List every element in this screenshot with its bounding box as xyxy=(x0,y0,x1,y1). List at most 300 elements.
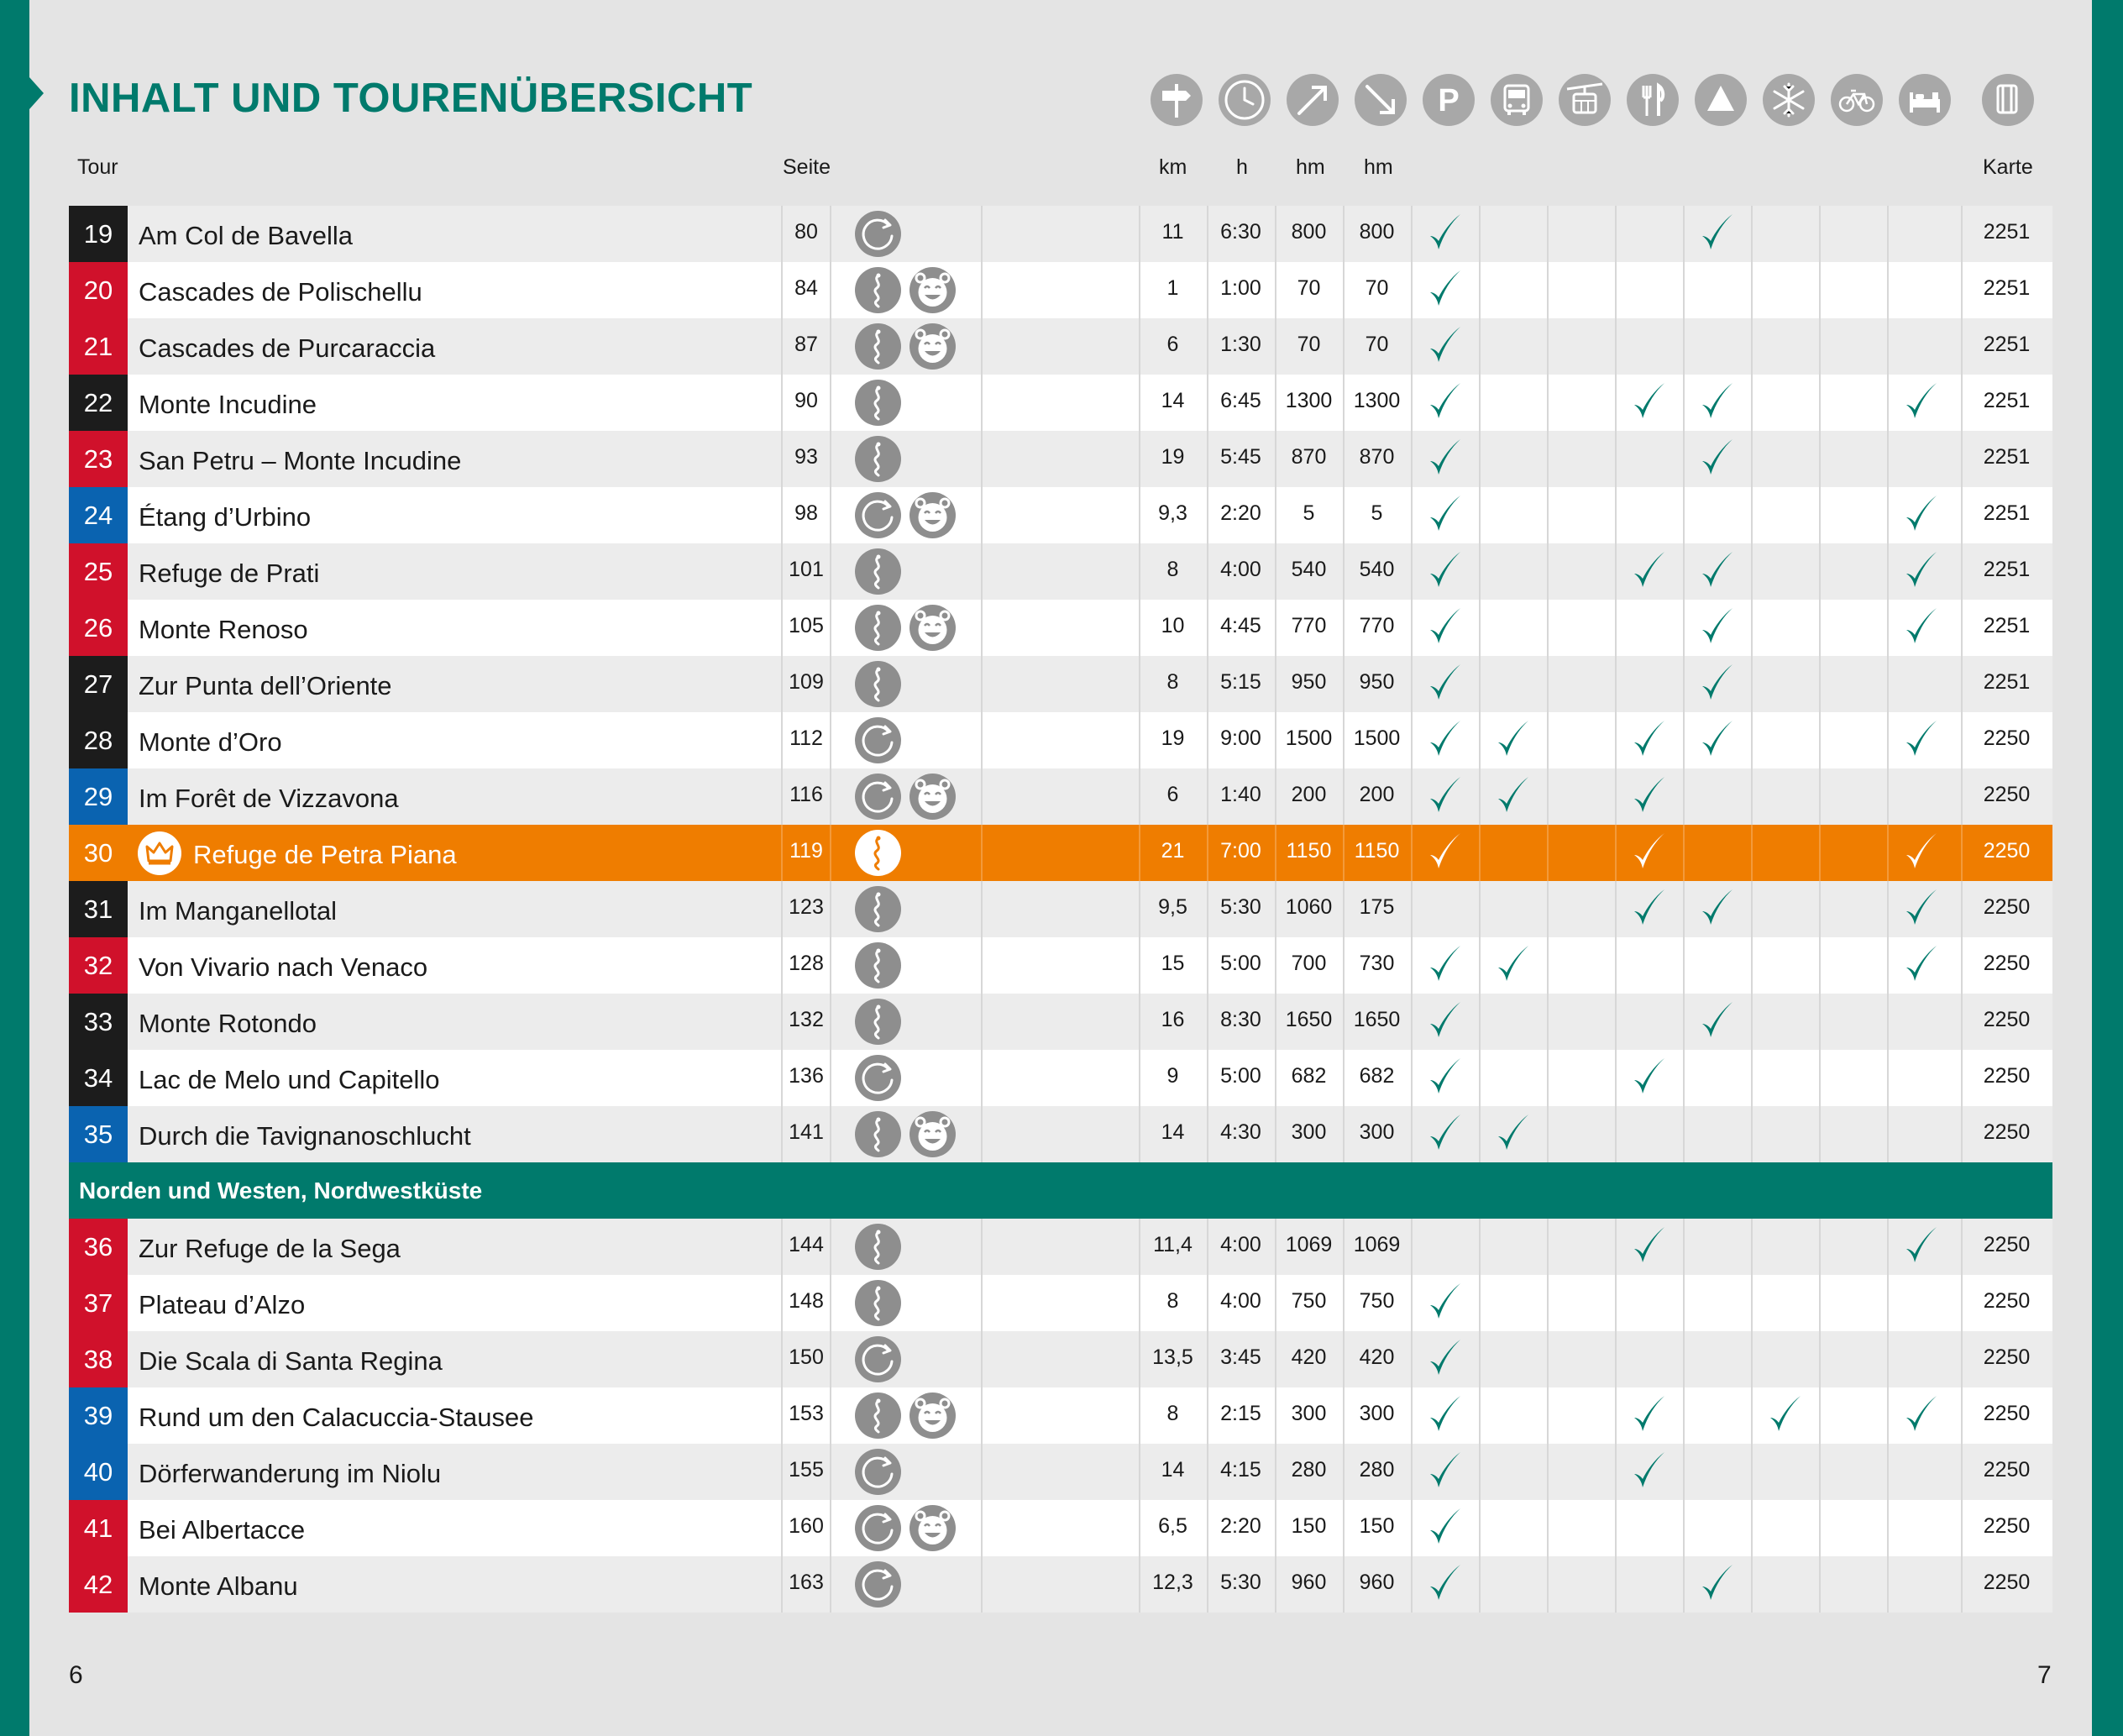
header-icon-bar xyxy=(0,74,2123,133)
ascent-cell: 1060 xyxy=(1285,895,1333,919)
column-divider xyxy=(1887,768,1889,825)
ascent-cell: 950 xyxy=(1291,670,1327,694)
map-cell: 2250 xyxy=(1983,783,2031,806)
linear-route-icon xyxy=(855,548,901,595)
page-cell: 160 xyxy=(789,1514,824,1538)
column-divider xyxy=(1411,1106,1413,1162)
descent-cell: 1300 xyxy=(1353,389,1401,412)
column-divider xyxy=(1615,1275,1617,1331)
duration-cell: 4:45 xyxy=(1220,614,1261,637)
loop-route-icon xyxy=(855,774,901,820)
column-divider xyxy=(1683,768,1685,825)
column-divider xyxy=(1615,994,1617,1050)
column-divider xyxy=(1751,206,1753,262)
tour-row[interactable] xyxy=(69,375,2052,431)
tour-number: 23 xyxy=(69,431,128,487)
ascent-cell: 280 xyxy=(1291,1458,1327,1482)
page-cell: 153 xyxy=(789,1402,824,1425)
descent-cell: 200 xyxy=(1359,783,1395,806)
duration-cell: 8:30 xyxy=(1220,1008,1261,1031)
column-divider xyxy=(1547,768,1549,825)
column-divider xyxy=(1887,1444,1889,1500)
tour-row[interactable] xyxy=(69,881,2052,937)
column-divider xyxy=(1683,1331,1685,1387)
column-divider xyxy=(1411,937,1413,994)
duration-cell: 5:00 xyxy=(1220,952,1261,975)
ascent-cell: 150 xyxy=(1291,1514,1327,1538)
check-bus-icon xyxy=(1491,772,1533,819)
section-header xyxy=(69,1162,2052,1219)
descent-cell: 5 xyxy=(1371,501,1383,525)
tour-number: 32 xyxy=(69,937,128,994)
column-divider xyxy=(1751,1219,1753,1275)
column-divider xyxy=(1411,881,1413,937)
column-divider xyxy=(1887,1275,1889,1331)
ascent-cell: 770 xyxy=(1291,614,1327,637)
tour-row[interactable] xyxy=(69,487,2052,543)
tour-row[interactable] xyxy=(69,994,2052,1050)
tour-row[interactable] xyxy=(69,1444,2052,1500)
loop-route-icon xyxy=(855,1561,901,1608)
ascent-cell: 70 xyxy=(1297,333,1321,356)
page-cell: 144 xyxy=(789,1233,824,1256)
tour-number: 41 xyxy=(69,1500,128,1556)
tour-name: Cascades de Purcaraccia xyxy=(139,333,436,363)
tour-row[interactable] xyxy=(69,543,2052,600)
column-divider xyxy=(1615,937,1617,994)
map-cell: 2250 xyxy=(1983,726,2031,750)
duration-cell: 9:00 xyxy=(1220,726,1261,750)
column-divider xyxy=(1615,375,1617,431)
parking-icon xyxy=(1423,74,1475,126)
linear-route-icon xyxy=(855,380,901,426)
column-divider xyxy=(830,1556,831,1613)
check-hut-icon xyxy=(1696,547,1738,594)
column-divider xyxy=(1411,1275,1413,1331)
column-divider xyxy=(1751,1556,1753,1613)
check-hut-icon xyxy=(1696,209,1738,256)
column-divider xyxy=(1547,881,1549,937)
column-divider xyxy=(1887,1387,1889,1444)
check-parking-icon xyxy=(1423,716,1465,763)
column-divider xyxy=(981,543,983,600)
tour-row[interactable] xyxy=(69,1050,2052,1106)
column-divider xyxy=(1479,1556,1481,1613)
tour-row[interactable] xyxy=(69,1219,2052,1275)
column-divider xyxy=(1683,487,1685,543)
map-cell: 2251 xyxy=(1983,558,2031,581)
distance-cell: 12,3 xyxy=(1152,1571,1193,1594)
loop-route-icon xyxy=(855,211,901,257)
column-divider xyxy=(830,1219,831,1275)
column-divider xyxy=(1411,262,1413,318)
map-cell: 2250 xyxy=(1983,839,2031,863)
tour-name: Monte Renoso xyxy=(139,615,308,644)
duration-cell: 7:00 xyxy=(1220,839,1261,863)
distance-cell: 6 xyxy=(1166,333,1179,356)
tour-number: 35 xyxy=(69,1106,128,1162)
map-cell: 2251 xyxy=(1983,501,2031,525)
column-divider xyxy=(1479,487,1481,543)
column-divider xyxy=(830,1387,831,1444)
column-divider xyxy=(1683,712,1685,768)
column-divider xyxy=(830,1331,831,1387)
column-divider xyxy=(1887,1050,1889,1106)
distance-cell: 19 xyxy=(1161,726,1185,750)
column-divider xyxy=(1615,712,1617,768)
tour-number: 38 xyxy=(69,1331,128,1387)
column-divider xyxy=(1819,206,1821,262)
tour-number: 19 xyxy=(69,206,128,262)
distance-cell: 11,4 xyxy=(1153,1233,1193,1256)
tour-row[interactable] xyxy=(69,712,2052,768)
column-divider xyxy=(1819,431,1821,487)
column-divider xyxy=(1819,262,1821,318)
tour-row[interactable] xyxy=(69,206,2052,262)
page-cell: 119 xyxy=(789,839,823,863)
column-divider xyxy=(1411,1331,1413,1387)
check-bed-icon xyxy=(1900,941,1942,988)
map-cell: 2251 xyxy=(1983,276,2031,300)
tour-row[interactable] xyxy=(69,262,2052,318)
check-parking-icon xyxy=(1423,941,1465,988)
tour-name: Zur Refuge de la Sega xyxy=(139,1234,401,1263)
column-divider xyxy=(1683,1556,1685,1613)
column-divider xyxy=(981,1106,983,1162)
check-parking-icon xyxy=(1423,659,1465,706)
column-divider xyxy=(1819,881,1821,937)
linear-route-icon xyxy=(855,267,901,313)
check-bus-icon xyxy=(1491,1109,1533,1156)
duration-cell: 3:45 xyxy=(1220,1345,1261,1369)
ascent-cell: 1650 xyxy=(1285,1008,1333,1031)
column-divider xyxy=(1819,768,1821,825)
snow-icon xyxy=(1763,74,1815,126)
map-cell: 2251 xyxy=(1983,220,2031,244)
page-cell: 112 xyxy=(789,726,823,750)
tour-row[interactable] xyxy=(69,768,2052,825)
column-divider xyxy=(1547,375,1549,431)
page-number-left: 6 xyxy=(69,1661,83,1689)
bus-icon xyxy=(1491,74,1543,126)
column-divider xyxy=(1411,487,1413,543)
column-divider xyxy=(1751,1444,1753,1500)
column-divider xyxy=(830,712,831,768)
column-divider xyxy=(1751,375,1753,431)
tour-number: 21 xyxy=(69,318,128,375)
ascent-cell: 700 xyxy=(1291,952,1327,975)
column-divider xyxy=(1479,1106,1481,1162)
column-divider xyxy=(1887,600,1889,656)
column-divider xyxy=(1547,543,1549,600)
duration-cell: 1:00 xyxy=(1220,276,1261,300)
column-divider xyxy=(1819,1106,1821,1162)
descent-cell: 1650 xyxy=(1353,1008,1401,1031)
linear-route-icon xyxy=(855,323,901,370)
distance-cell: 14 xyxy=(1161,1458,1185,1482)
tour-name: Monte d’Oro xyxy=(139,727,282,757)
loop-route-icon xyxy=(855,1055,901,1101)
column-divider xyxy=(1547,656,1549,712)
distance-cell: 9 xyxy=(1166,1064,1179,1088)
column-divider xyxy=(1479,600,1481,656)
page-cell: 141 xyxy=(789,1120,824,1144)
distance-cell: 9,5 xyxy=(1158,895,1187,919)
column-divider xyxy=(1411,1387,1413,1444)
ascent-cell: 1069 xyxy=(1285,1233,1333,1256)
column-divider xyxy=(1615,1050,1617,1106)
descent-cell: 150 xyxy=(1359,1514,1395,1538)
tour-row[interactable] xyxy=(69,431,2052,487)
check-parking-icon xyxy=(1423,1053,1465,1100)
check-parking-icon xyxy=(1423,434,1465,481)
ascent-cell: 1500 xyxy=(1285,726,1333,750)
check-parking-icon xyxy=(1423,209,1465,256)
page-cell: 128 xyxy=(789,952,824,975)
descent-cell: 800 xyxy=(1359,220,1395,244)
column-divider xyxy=(1547,1387,1549,1444)
tour-row[interactable] xyxy=(69,1106,2052,1162)
column-divider xyxy=(1683,1106,1685,1162)
tour-name: Die Scala di Santa Regina xyxy=(139,1346,443,1376)
column-divider xyxy=(981,600,983,656)
tour-row[interactable] xyxy=(69,1500,2052,1556)
column-divider xyxy=(1411,712,1413,768)
check-parking-icon xyxy=(1423,1560,1465,1607)
column-divider xyxy=(1819,1556,1821,1613)
descent-cell: 300 xyxy=(1359,1120,1395,1144)
column-divider xyxy=(1615,1219,1617,1275)
col-head-karte: Karte xyxy=(1983,155,2033,179)
column-divider xyxy=(981,881,983,937)
tour-name: Lac de Melo und Capitello xyxy=(139,1065,440,1094)
ascent-cell: 682 xyxy=(1291,1064,1327,1088)
column-divider xyxy=(1887,994,1889,1050)
check-restaurant-icon xyxy=(1628,1447,1670,1494)
map-cell: 2250 xyxy=(1983,1402,2031,1425)
linear-route-icon xyxy=(855,1280,901,1326)
column-divider xyxy=(1819,712,1821,768)
map-cell: 2251 xyxy=(1983,389,2031,412)
column-divider xyxy=(1751,1331,1753,1387)
duration-cell: 4:30 xyxy=(1220,1120,1261,1144)
page-cell: 163 xyxy=(789,1571,824,1594)
column-divider xyxy=(1683,1219,1685,1275)
column-divider xyxy=(1751,656,1753,712)
distance-cell: 13,5 xyxy=(1152,1345,1193,1369)
descent-cell: 280 xyxy=(1359,1458,1395,1482)
column-divider xyxy=(1751,1275,1753,1331)
check-hut-icon xyxy=(1696,997,1738,1044)
tour-row[interactable] xyxy=(69,1275,2052,1331)
check-hut-icon xyxy=(1696,716,1738,763)
tour-number: 34 xyxy=(69,1050,128,1106)
duration-cell: 4:15 xyxy=(1220,1458,1261,1482)
column-divider xyxy=(1547,600,1549,656)
tour-name: Im Forêt de Vizzavona xyxy=(139,784,399,813)
column-divider xyxy=(830,262,831,318)
col-head-seite: Seite xyxy=(783,155,831,179)
descent-cell: 175 xyxy=(1359,895,1395,919)
column-divider xyxy=(1547,318,1549,375)
column-divider xyxy=(981,994,983,1050)
ascent-cell: 960 xyxy=(1291,1571,1327,1594)
tour-name: Durch die Tavignanoschlucht xyxy=(139,1121,471,1151)
duration-cell: 5:30 xyxy=(1220,895,1261,919)
ascent-cell: 1300 xyxy=(1285,389,1333,412)
column-divider xyxy=(830,1106,831,1162)
linear-route-icon xyxy=(855,661,901,707)
column-divider xyxy=(1751,825,1753,881)
column-divider xyxy=(1479,656,1481,712)
check-parking-icon xyxy=(1423,772,1465,819)
check-hut-icon xyxy=(1696,378,1738,425)
distance-cell: 11 xyxy=(1161,220,1184,244)
check-hut-icon xyxy=(1696,434,1738,481)
duration-cell: 5:45 xyxy=(1220,445,1261,469)
column-divider xyxy=(1479,1387,1481,1444)
column-divider xyxy=(1615,487,1617,543)
distance-cell: 8 xyxy=(1166,1289,1179,1313)
column-divider xyxy=(981,937,983,994)
linear-route-icon xyxy=(855,942,901,989)
page-cell: 109 xyxy=(789,670,824,694)
distance-cell: 6,5 xyxy=(1158,1514,1187,1538)
distance-cell: 19 xyxy=(1161,445,1185,469)
column-divider xyxy=(1411,543,1413,600)
tour-row[interactable] xyxy=(69,937,2052,994)
check-parking-icon xyxy=(1423,603,1465,650)
linear-route-icon xyxy=(855,999,901,1045)
tour-row[interactable] xyxy=(69,1331,2052,1387)
column-divider xyxy=(1887,262,1889,318)
duration-cell: 5:30 xyxy=(1220,1571,1261,1594)
column-divider xyxy=(1411,1050,1413,1106)
tour-number: 24 xyxy=(69,487,128,543)
tour-row[interactable] xyxy=(69,1387,2052,1444)
check-bed-icon xyxy=(1900,547,1942,594)
column-divider xyxy=(1547,712,1549,768)
page-cell: 98 xyxy=(794,501,818,525)
column-divider xyxy=(1683,825,1685,881)
check-hut-icon xyxy=(1696,1560,1738,1607)
tour-row[interactable] xyxy=(69,600,2052,656)
tour-name: San Petru – Monte Incudine xyxy=(139,446,462,475)
column-divider xyxy=(1683,543,1685,600)
column-divider xyxy=(1547,1275,1549,1331)
column-divider xyxy=(981,1275,983,1331)
column-divider xyxy=(1615,656,1617,712)
check-parking-icon xyxy=(1423,1447,1465,1494)
column-divider xyxy=(1411,206,1413,262)
column-divider xyxy=(1683,375,1685,431)
column-divider xyxy=(1819,318,1821,375)
tour-name: Refuge de Petra Piana xyxy=(193,840,457,869)
right-frame-bar xyxy=(2092,0,2123,1736)
column-divider xyxy=(1615,1387,1617,1444)
column-divider xyxy=(1615,318,1617,375)
descent-cell: 300 xyxy=(1359,1402,1395,1425)
column-divider xyxy=(1479,768,1481,825)
column-divider xyxy=(1751,1387,1753,1444)
column-divider xyxy=(1615,1106,1617,1162)
column-divider xyxy=(981,656,983,712)
tour-number: 20 xyxy=(69,262,128,318)
check-restaurant-icon xyxy=(1628,828,1670,875)
descent-cell: 420 xyxy=(1359,1345,1395,1369)
page-cell: 90 xyxy=(794,389,818,412)
column-divider xyxy=(1547,1444,1549,1500)
column-divider xyxy=(1751,600,1753,656)
distance-cell: 9,3 xyxy=(1158,501,1187,525)
clock-icon xyxy=(1219,74,1271,126)
page-cell: 150 xyxy=(789,1345,824,1369)
duration-cell: 1:30 xyxy=(1220,333,1261,356)
distance-cell: 16 xyxy=(1161,1008,1185,1031)
column-divider xyxy=(1411,768,1413,825)
column-divider xyxy=(1615,881,1617,937)
column-divider xyxy=(830,1500,831,1556)
page-cell: 123 xyxy=(789,895,824,919)
tour-row[interactable] xyxy=(69,656,2052,712)
kids-bear-icon xyxy=(909,1505,956,1551)
column-divider xyxy=(1887,543,1889,600)
tour-number: 40 xyxy=(69,1444,128,1500)
tour-row[interactable] xyxy=(69,1556,2052,1613)
column-divider xyxy=(981,431,983,487)
tour-name: Zur Punta dell’Oriente xyxy=(139,671,392,700)
column-divider xyxy=(830,1444,831,1500)
check-bed-icon xyxy=(1900,378,1942,425)
column-divider xyxy=(830,825,831,881)
column-divider xyxy=(1751,994,1753,1050)
check-parking-icon xyxy=(1423,322,1465,369)
column-divider xyxy=(1751,318,1753,375)
column-divider xyxy=(1819,1500,1821,1556)
check-bed-icon xyxy=(1900,490,1942,538)
descent-cell: 730 xyxy=(1359,952,1395,975)
column-divider xyxy=(1887,656,1889,712)
column-divider xyxy=(1819,994,1821,1050)
page-cell: 87 xyxy=(794,333,818,356)
column-divider xyxy=(1411,600,1413,656)
map-cell: 2250 xyxy=(1983,1008,2031,1031)
tour-row[interactable] xyxy=(69,318,2052,375)
tour-row[interactable] xyxy=(69,825,2052,881)
page-number-right: 7 xyxy=(2037,1661,2052,1689)
descent-cell: 750 xyxy=(1359,1289,1395,1313)
ascent-cell: 800 xyxy=(1291,220,1327,244)
map-cell: 2251 xyxy=(1983,614,2031,637)
column-divider xyxy=(1411,656,1413,712)
check-restaurant-icon xyxy=(1628,547,1670,594)
tour-name: Monte Albanu xyxy=(139,1571,298,1601)
column-divider xyxy=(1819,937,1821,994)
column-divider xyxy=(1819,1444,1821,1500)
kids-bear-icon xyxy=(909,605,956,651)
duration-cell: 2:20 xyxy=(1220,501,1261,525)
descent-cell: 1150 xyxy=(1354,839,1400,863)
check-hut-icon xyxy=(1696,659,1738,706)
column-divider xyxy=(1547,994,1549,1050)
tour-name: Im Manganellotal xyxy=(139,896,338,926)
ascent-cell: 870 xyxy=(1291,445,1327,469)
page-cell: 93 xyxy=(794,445,818,469)
column-divider xyxy=(1479,375,1481,431)
check-restaurant-icon xyxy=(1628,716,1670,763)
kids-bear-icon xyxy=(909,492,956,538)
column-divider xyxy=(1479,431,1481,487)
